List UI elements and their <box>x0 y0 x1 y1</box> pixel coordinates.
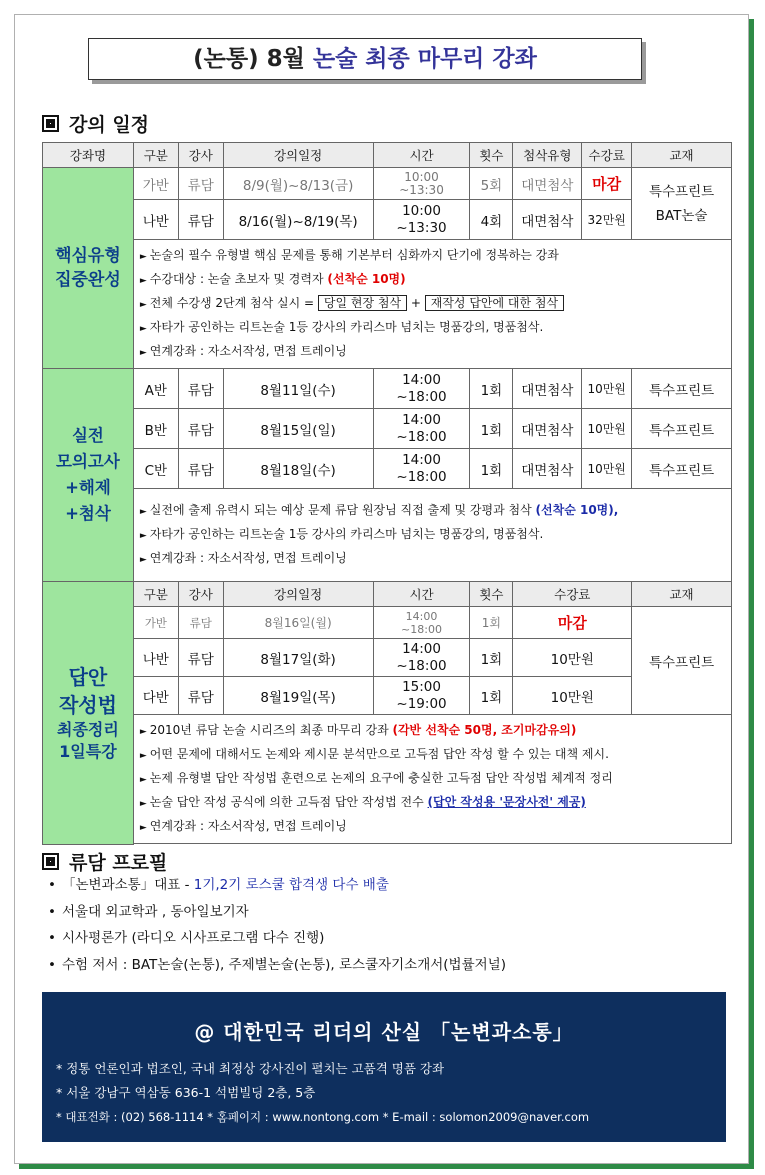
square-bullet-icon <box>42 853 59 870</box>
list-item: • 시사평론가 (라디오 시사프로그램 다수 진행) <box>48 930 325 946</box>
fee-cell: 10만원 <box>582 369 632 409</box>
header-cell: 강좌명 <box>43 143 134 168</box>
course-description: ► 실전에 출제 유력시 되는 예상 문제 류담 원장님 직접 출제 및 강평과 첨삭 (선착순 10명), ► 자타가 공인하는 리트논술 1등 강사의 카리스마 넘치는 명품강의, 명품첨삭. ► 연계강좌 : 자소서작성, 면접 트레이닝 <box>133 489 731 582</box>
header-cell: 구분 <box>133 143 178 168</box>
date-cell: 8월19일(목) <box>223 677 373 715</box>
count-cell: 1회 <box>470 607 513 639</box>
time-cell: 10:00 ~13:30 <box>373 200 470 240</box>
header-cell: 강사 <box>178 582 223 607</box>
teacher-cell: 류담 <box>178 607 223 639</box>
section-heading-profile <box>42 848 167 875</box>
teacher-cell: 류담 <box>178 409 223 449</box>
profile-list <box>48 872 506 978</box>
date-cell: 8월16일(월) <box>223 607 373 639</box>
time-cell: 15:00 ~19:00 <box>373 677 470 715</box>
time-cell: 10:00 ~13:30 <box>373 168 470 200</box>
course-description: ► 2010년 류담 논술 시리즈의 최종 마무리 강좌 (각반 선착순 50명, 조기마감유의) ► 어떤 문제에 대해서도 논제와 제시문 분석만으로 고득점 답안 작성 할 수 있는 대책 제시. ► 논제 유형별 답안 작성법 훈련으로 논제의 요구에 충실한 고득점 답안 작성법 체계적 정리 ► 논술 답안 작성 공식에 의한 고득점 답안 작성법 전수 (답안 작성용 '문장사전' 제공) ► 연계강좌 : 자소서작성, 면접 트레이닝 <box>133 715 731 844</box>
fee-cell: 마감 <box>582 168 632 200</box>
fee-cell: 10만원 <box>513 677 632 715</box>
class-cell: A반 <box>133 369 178 409</box>
header-cell: 시간 <box>373 143 470 168</box>
type-cell: 대면첨삭 <box>513 369 582 409</box>
class-cell: 나반 <box>133 200 178 240</box>
header-cell: 강의일정 <box>223 582 373 607</box>
table-row <box>43 607 732 639</box>
fee-cell: 10만원 <box>513 639 632 677</box>
teacher-cell: 류담 <box>178 369 223 409</box>
class-cell: C반 <box>133 449 178 489</box>
class-cell: 가반 <box>133 168 178 200</box>
header-cell: 수강료 <box>582 143 632 168</box>
footer-contact: * 대표전화 : (02) 568-1114 * 홈페이지 : www.nontong.com * E-mail : solomon2009@naver.com <box>56 1110 590 1124</box>
footer-banner <box>42 992 726 1142</box>
header-cell: 구분 <box>133 582 178 607</box>
fee-cell: 10만원 <box>582 409 632 449</box>
class-cell: 다반 <box>133 677 178 715</box>
date-cell: 8/16(월)~8/19(목) <box>223 200 373 240</box>
section-title: 류담 프로필 <box>69 852 168 874</box>
header-cell: 수강료 <box>513 582 632 607</box>
table-row <box>43 168 732 200</box>
teacher-cell: 류담 <box>178 449 223 489</box>
table-row <box>43 409 732 449</box>
table-row <box>43 200 732 240</box>
footer-line: * 정통 언론인과 법조인, 국내 최정상 강사진이 펼치는 고품격 명품 강좌 <box>56 1061 445 1076</box>
type-cell: 대면첨삭 <box>513 200 582 240</box>
count-cell: 1회 <box>470 677 513 715</box>
page-title <box>88 38 642 80</box>
table-row <box>43 369 732 409</box>
header-cell: 첨삭유형 <box>513 143 582 168</box>
header-cell: 강의일정 <box>223 143 373 168</box>
list-item: • 수험 저서 : BAT논술(논통), 주제별논술(논통), 로스쿨자기소개서(법률저널) <box>48 956 506 973</box>
footer-title: @ 대한민국 리더의 산실 「논변과소통」 <box>194 1020 574 1044</box>
book-cell: 특수프린트 <box>632 449 732 489</box>
fee-cell: 32만원 <box>582 200 632 240</box>
course-name-line: 집중완성 <box>55 270 121 290</box>
table-row <box>43 715 732 844</box>
fee-cell: 10만원 <box>582 449 632 489</box>
class-cell: 가반 <box>133 607 178 639</box>
date-cell: 8월15일(일) <box>223 409 373 449</box>
teacher-cell: 류담 <box>178 639 223 677</box>
footer-line: * 서울 강남구 역삼동 636-1 석범빌딩 2층, 5층 <box>56 1085 316 1100</box>
teacher-cell: 류담 <box>178 200 223 240</box>
title-highlight: 논술 최종 마무리 강좌 <box>312 46 537 72</box>
header-cell: 시간 <box>373 582 470 607</box>
title-prefix: (논통) 8월 <box>193 46 313 72</box>
table-header-row <box>43 582 732 607</box>
header-cell: 횟수 <box>470 582 513 607</box>
table-header-row <box>43 143 732 168</box>
course-name-line: 핵심유형 <box>55 246 121 266</box>
count-cell: 1회 <box>470 639 513 677</box>
count-cell: 4회 <box>470 200 513 240</box>
list-item: • 서울대 외교학과 , 동아일보기자 <box>48 903 249 920</box>
count-cell: 5회 <box>470 168 513 200</box>
header-cell: 교재 <box>632 143 732 168</box>
time-cell: 14:00 ~18:00 <box>373 369 470 409</box>
type-cell: 대면첨삭 <box>513 449 582 489</box>
class-cell: 나반 <box>133 639 178 677</box>
table-row <box>43 677 732 715</box>
book-cell: 특수프린트 BAT논술 <box>632 168 732 240</box>
time-cell: 14:00 ~18:00 <box>373 409 470 449</box>
course-name-answer: 답안 작성법 최종정리 1일특강 <box>43 582 134 845</box>
list-item: • 「논변과소통」대표 - 1기,2기 로스쿨 합격생 다수 배출 <box>48 877 389 893</box>
header-cell: 교재 <box>632 582 732 607</box>
time-cell: 14:00 ~18:00 <box>373 607 470 639</box>
square-bullet-icon <box>42 115 59 132</box>
type-cell: 대면첨삭 <box>513 409 582 449</box>
date-cell: 8/9(월)~8/13(금) <box>223 168 373 200</box>
section-heading-schedule <box>42 110 149 137</box>
count-cell: 1회 <box>470 449 513 489</box>
time-cell: 14:00 ~18:00 <box>373 639 470 677</box>
class-cell: B반 <box>133 409 178 449</box>
book-cell: 특수프린트 <box>632 607 732 715</box>
course-description: ► 논술의 필수 유형별 핵심 문제를 통해 기본부터 심화까지 단기에 정복하는 강좌 ► 수강대상 : 논술 초보자 및 경력자 (선착순 10명) ► 전체 수강생 2단계 첨삭 실시 = 당일 현장 첨삭 + 재작성 답안에 대한 첨삭 ► 자타가 공인하는 리트논술 1등 강사의 카리스마 넘치는 명품강의, 명품첨삭. ► 연계강좌 : 자소서작성, 면접 트레이닝 <box>133 240 731 369</box>
book-cell: 특수프린트 <box>632 409 732 449</box>
date-cell: 8월17일(화) <box>223 639 373 677</box>
table-row <box>43 449 732 489</box>
book-cell: 특수프린트 <box>632 369 732 409</box>
table-row <box>43 240 732 369</box>
header-cell: 강사 <box>178 143 223 168</box>
count-cell: 1회 <box>470 369 513 409</box>
date-cell: 8월11일(수) <box>223 369 373 409</box>
count-cell: 1회 <box>470 409 513 449</box>
date-cell: 8월18일(수) <box>223 449 373 489</box>
teacher-cell: 류담 <box>178 168 223 200</box>
section-title: 강의 일정 <box>69 114 150 136</box>
course-name-mock: 실전 모의고사 +해제 +첨삭 <box>43 369 134 582</box>
fee-cell: 마감 <box>513 607 632 639</box>
type-cell: 대면첨삭 <box>513 168 582 200</box>
teacher-cell: 류담 <box>178 677 223 715</box>
header-cell: 횟수 <box>470 143 513 168</box>
table-row <box>43 489 732 582</box>
table-row <box>43 639 732 677</box>
course-name-core <box>43 168 134 369</box>
schedule-table <box>42 142 732 845</box>
time-cell: 14:00 ~18:00 <box>373 449 470 489</box>
